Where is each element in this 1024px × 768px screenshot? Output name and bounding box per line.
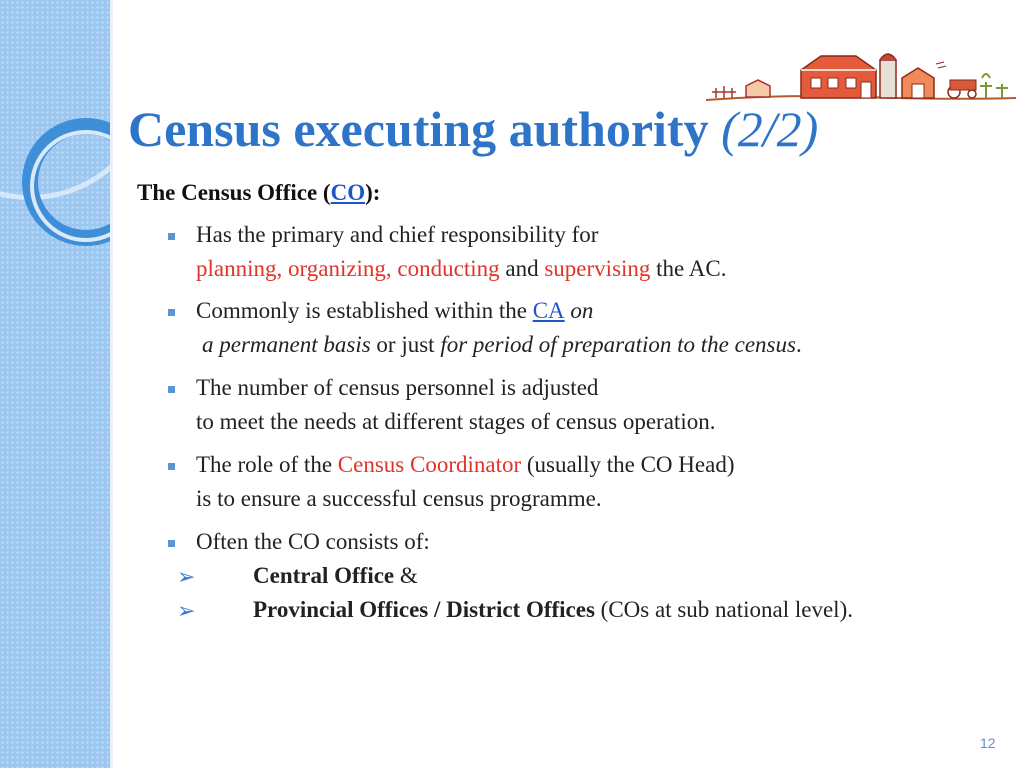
sub-item-2-rest: (COs at sub national level). — [594, 597, 853, 622]
sub-item-1-rest: & — [394, 563, 418, 588]
census-coordinator: Census Coordinator — [337, 452, 522, 477]
square-bullet-icon — [168, 540, 175, 547]
bullet-2-end: . — [795, 332, 802, 357]
bullet-1-highlight-2: supervising — [544, 256, 651, 281]
side-decoration — [0, 0, 113, 768]
bullet-1-line-1: Has the primary and chief responsibility for — [196, 222, 599, 247]
sub-item-2-bold: Provincial Offices / District Offices — [253, 597, 595, 622]
sub-item-1 — [253, 563, 418, 589]
page-number: 12 — [980, 735, 996, 751]
sub-item-1-bold: Central Office — [253, 563, 395, 588]
section-suffix: ): — [365, 180, 381, 205]
bullet-2-post: on — [564, 298, 594, 323]
square-bullet-icon — [168, 386, 175, 393]
arrow-bullet-icon: ➢ — [177, 598, 196, 623]
bullet-4-post: (usually the CO Head) — [521, 452, 735, 477]
title-main: Census executing authority — [128, 101, 709, 157]
slide-title — [128, 100, 818, 158]
bullet-1-line-2 — [196, 256, 726, 282]
square-bullet-icon — [168, 309, 175, 316]
title-part: (2/2) — [721, 101, 819, 157]
bullet-2-italic: a permanent basis — [202, 332, 371, 357]
bullet-2-line-1 — [196, 298, 593, 324]
bullet-2-line-2 — [202, 332, 802, 358]
bullet-1-mid: and — [499, 256, 545, 281]
bullet-1-highlight: planning, organizing, conducting — [196, 256, 500, 281]
bullet-2-italic-2: for period of preparation to the census — [440, 332, 796, 357]
bullet-3-line-2: to meet the needs at different stages of census operation. — [196, 409, 716, 434]
square-bullet-icon — [168, 233, 175, 240]
section-heading — [137, 180, 380, 206]
square-bullet-icon — [168, 463, 175, 470]
bullet-5-line-1: Often the CO consists of: — [196, 529, 430, 554]
bullet-4-line-1 — [196, 452, 734, 478]
arrow-bullet-icon: ➢ — [177, 564, 196, 589]
farm-illustration — [706, 42, 1016, 104]
section-prefix: The Census Office ( — [137, 180, 331, 205]
ca-abbreviation: CA — [532, 298, 565, 323]
bullet-1-end: the AC. — [650, 256, 727, 281]
bullet-2-pre: Commonly is established within the — [196, 298, 533, 323]
co-abbreviation: CO — [330, 180, 366, 205]
bullet-2-mid: or just — [370, 332, 441, 357]
bullet-3-line-1: The number of census personnel is adjusted — [196, 375, 599, 400]
bullet-4-pre: The role of the — [196, 452, 338, 477]
bullet-4-line-2: is to ensure a successful census programme. — [196, 486, 602, 511]
sub-item-2 — [253, 597, 853, 623]
